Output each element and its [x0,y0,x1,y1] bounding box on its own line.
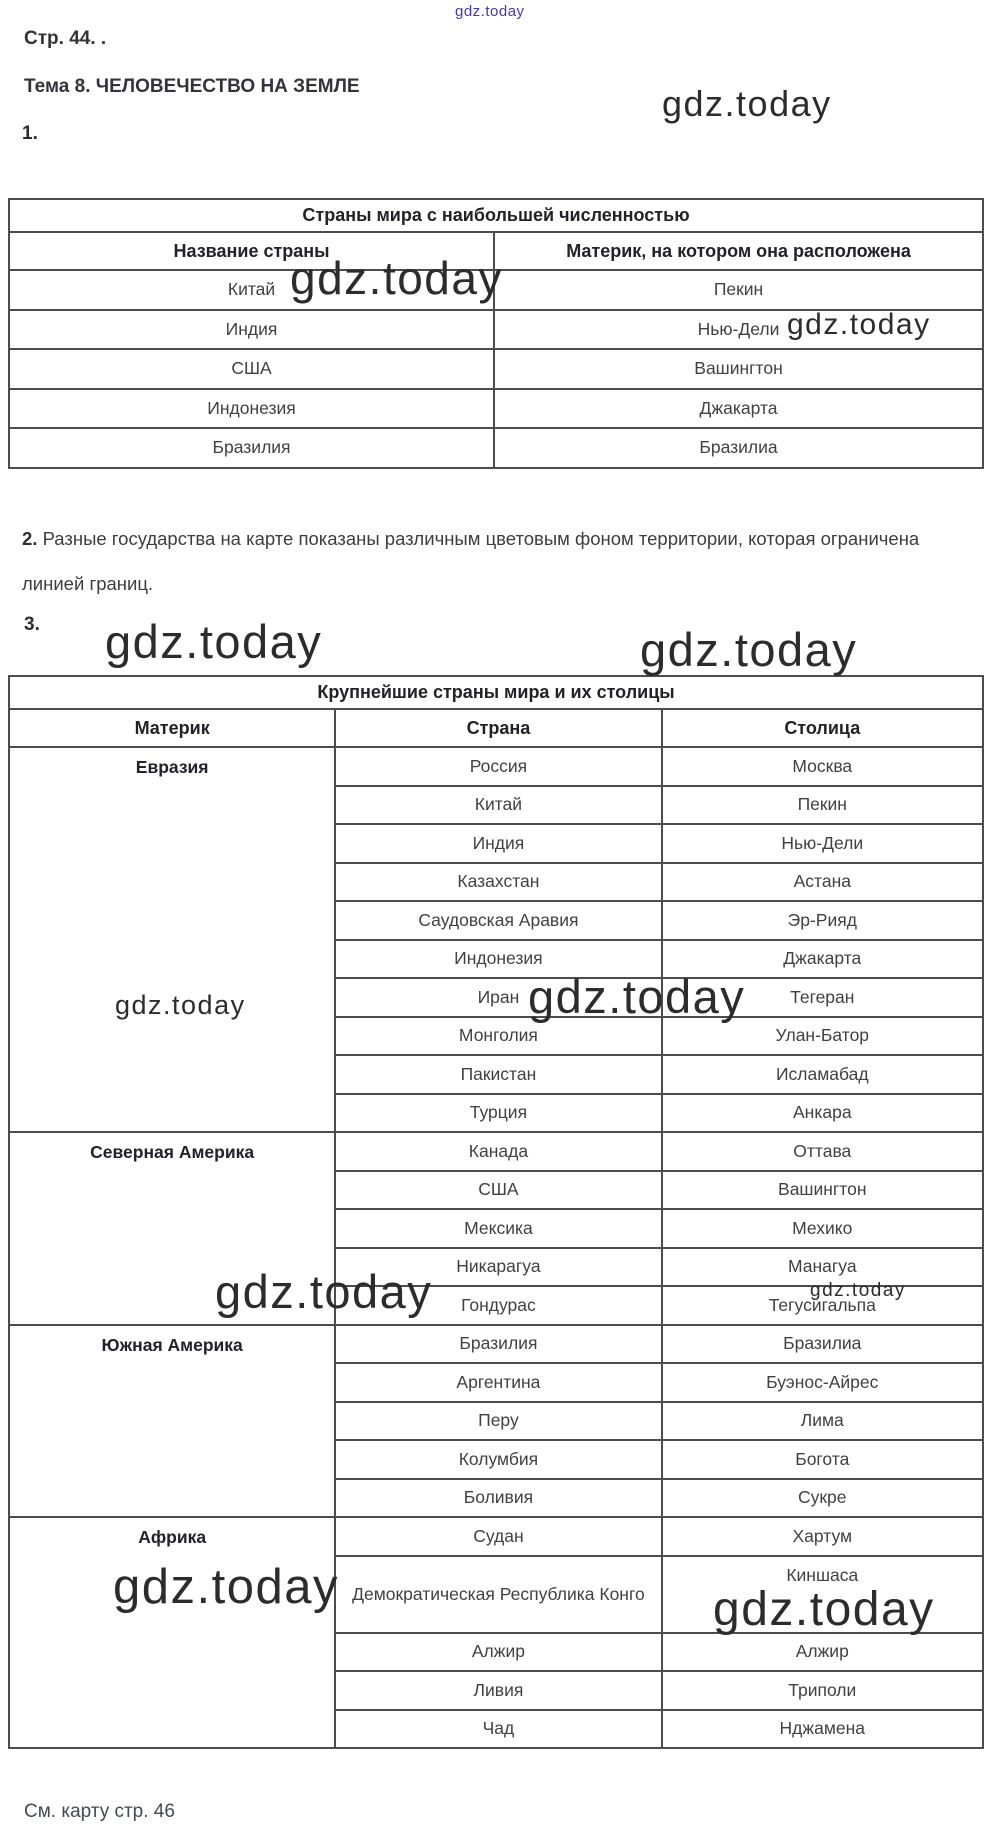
watermark-north-america: gdz.today [215,1265,433,1318]
country-cell: Казахстан [335,863,661,902]
item-number-1: 1. [22,123,38,144]
table-largest-countries [8,675,984,1749]
continent-cell: Южная Америка [9,1325,335,1518]
capital-cell: Тегусигальпа [662,1286,983,1325]
table-row [9,428,983,468]
column-header: Название страны [9,232,494,270]
table-populous-countries [8,198,984,469]
country-cell: Гондурас [335,1286,661,1325]
country-cell: Судан [335,1517,661,1556]
watermark-africa-left: gdz.today [113,1560,339,1614]
capital-cell: Хартум [662,1517,983,1556]
table-title: Страны мира с наибольшей численностью [9,199,983,232]
table-row [9,349,983,389]
country-cell: Индонезия [9,389,494,429]
capital-cell: Бразилиа [494,428,983,468]
table-title-row [9,199,983,232]
country-cell: Колумбия [335,1440,661,1479]
country-cell: Алжир [335,1633,661,1672]
capital-cell: Анкара [662,1094,983,1133]
capital-cell: Нью-Дели [494,310,983,350]
capital-cell: Богота [662,1440,983,1479]
country-cell: Аргентина [335,1363,661,1402]
footer-note: См. карту стр. 46 [24,1801,175,1822]
capital-cell: Лима [662,1402,983,1441]
watermark-table1-delhi-row: gdz.today [787,308,931,341]
country-cell: Бразилия [9,428,494,468]
table-row [9,270,983,310]
capital-cell: Сукре [662,1479,983,1518]
capital-cell: Улан-Батор [662,1017,983,1056]
country-cell: Никарагуа [335,1248,661,1287]
capital-cell: Вашингтон [494,349,983,389]
capital-cell: Нджамена [662,1710,983,1749]
capital-cell: Исламабад [662,1055,983,1094]
paragraph-2 [22,516,984,606]
table-title: Крупнейшие страны мира и их столицы [9,676,983,709]
capital-cell: Манагуа [662,1248,983,1287]
country-cell: Боливия [335,1479,661,1518]
item-number-3: 3. [24,614,40,635]
capital-cell: Триполи [662,1671,983,1710]
country-cell: Канада [335,1132,661,1171]
capital-cell: Эр-Рияд [662,901,983,940]
capital-cell: Москва [662,747,983,786]
watermark-above-table2-right: gdz.today [640,623,858,676]
capital-cell: Джакарта [494,389,983,429]
watermark-top-center: gdz.today [455,3,525,20]
watermark-above-table2-left: gdz.today [105,615,323,668]
country-cell: Индия [9,310,494,350]
capital-cell: Киншаса [662,1556,983,1633]
table-row [9,310,983,350]
theme-title: Тема 8. ЧЕЛОВЕЧЕСТВО НА ЗЕМЛЕ [24,76,360,97]
country-cell: Пакистан [335,1055,661,1094]
country-cell: Чад [335,1710,661,1749]
watermark-table1-china-row: gdz.today [290,252,503,304]
item-number-2: 2. [22,528,38,549]
table-header-row [9,232,983,270]
table-title-row [9,676,983,709]
watermark-iran-row: gdz.today [528,970,746,1023]
capital-cell: Пекин [662,786,983,825]
country-cell: Мексика [335,1209,661,1248]
country-cell: Демократическая Республика Конго [335,1556,661,1633]
country-cell: Турция [335,1094,661,1133]
country-cell: Иран [335,978,661,1017]
table-row [9,1517,983,1556]
country-cell: Россия [335,747,661,786]
continent-cell: Африка [9,1517,335,1748]
continent-cell: Евразия [9,747,335,1132]
country-cell: Ливия [335,1671,661,1710]
capital-cell: Оттава [662,1132,983,1171]
country-cell: Саудовская Аравия [335,901,661,940]
page-heading: Стр. 44. . [24,28,107,49]
watermark-eurasia-column: gdz.today [115,990,246,1020]
column-header: Столица [662,709,983,747]
capital-cell: Вашингтон [662,1171,983,1210]
capital-cell: Мехико [662,1209,983,1248]
capital-cell: Нью-Дели [662,824,983,863]
continent-cell: Северная Америка [9,1132,335,1325]
country-cell: Китай [9,270,494,310]
capital-cell: Джакарта [662,940,983,979]
table-row [9,389,983,429]
watermark-header-right: gdz.today [662,83,832,124]
table-header-row [9,709,983,747]
country-cell: США [335,1171,661,1210]
watermark-africa-right: gdz.today [713,1583,935,1636]
country-cell: Бразилия [335,1325,661,1364]
country-cell: Монголия [335,1017,661,1056]
table-row [9,747,983,786]
capital-cell: Пекин [494,270,983,310]
capital-cell: Тегеран [662,978,983,1017]
column-header: Материк [9,709,335,747]
capital-cell: Алжир [662,1633,983,1672]
capital-cell: Буэнос-Айрес [662,1363,983,1402]
watermark-managua-row: gdz.today [810,1280,906,1301]
country-cell: Перу [335,1402,661,1441]
column-header: Страна [335,709,661,747]
country-cell: Китай [335,786,661,825]
country-cell: Индия [335,824,661,863]
column-header: Материк, на котором она расположена [494,232,983,270]
table-row [9,1325,983,1364]
country-cell: США [9,349,494,389]
country-cell: Индонезия [335,940,661,979]
capital-cell: Астана [662,863,983,902]
capital-cell: Бразилиа [662,1325,983,1364]
paragraph-2-text: Разные государства на карте показаны различным цветовым фоном территории, которая ограничена линией границ. [22,528,920,594]
table-row [9,1132,983,1171]
